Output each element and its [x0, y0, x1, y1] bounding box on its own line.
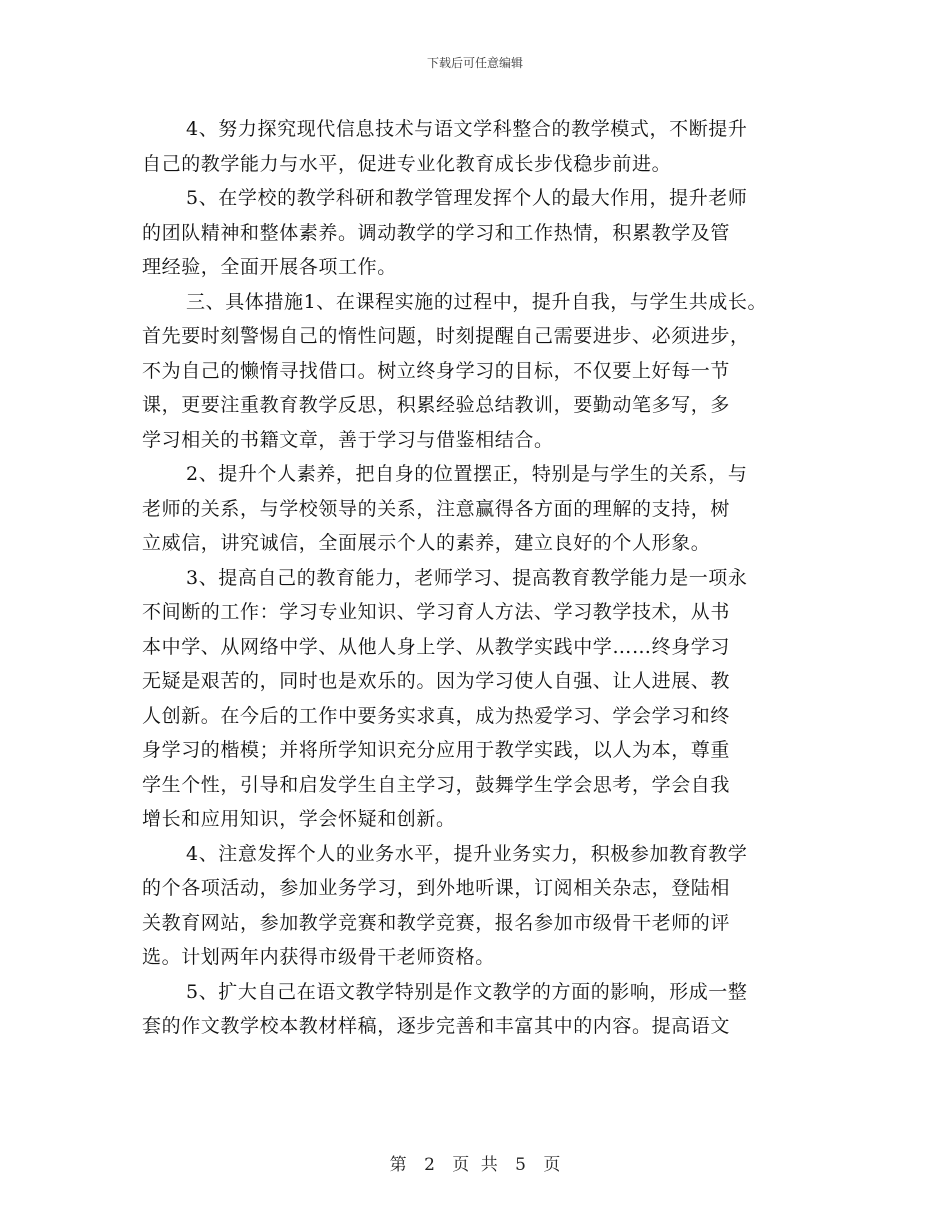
- text-line: 学习相关的书籍文章，善于学习与借鉴相结合。: [142, 428, 554, 451]
- text-line: 套的作文教学校本教材样稿，逐步完善和丰富其中的内容。提高语文: [142, 1015, 731, 1037]
- text-line: 选。计划两年内获得市级骨干老师资格。: [142, 946, 495, 968]
- text-line: 人创新。在今后的工作中要务实求真，成为热爱学习、学会学习和终: [142, 704, 731, 727]
- text-line: 无疑是艰苦的，同时也是欢乐的。因为学习使人自强、让人进展、教: [142, 670, 731, 692]
- text-line: 课，更要注重教育教学反思，积累经验总结教训，要勤动笔多写，多: [142, 394, 731, 416]
- text-line: 4、努力探究现代信息技术与语文学科整合的教学模式，不断提升: [186, 118, 748, 140]
- text-line: 增长和应用知识，学会怀疑和创新。: [142, 808, 456, 830]
- text-line: 5、扩大自己在语文教学特别是作文教学的方面的影响，形成一整: [186, 980, 748, 1003]
- paragraph-5: [142, 561, 822, 837]
- text-line: 的团队精神和整体素养。调动教学的学习和工作热情，积累教学及管: [142, 221, 731, 244]
- text-line: 不为自己的懒惰寻找借口。树立终身学习的目标，不仅要上好每一节: [142, 359, 731, 382]
- text-line: 学生个性，引导和启发学生自主学习，鼓舞学生学会思考，学会自我: [142, 773, 731, 796]
- text-line: 首先要时刻警惕自己的惰性问题，时刻提醒自己需要进步、必须进步，: [142, 325, 750, 347]
- text-line: 不间断的工作：学习专业知识、学习育人方法、学习教学技术，从书: [142, 601, 731, 623]
- text-line: 自己的教学能力与水平，促进专业化教育成长步伐稳步前进。: [142, 152, 672, 175]
- text-line: 5、在学校的教学科研和教学管理发挥个人的最大作用，提升老师: [186, 187, 748, 209]
- paragraph-4: [142, 457, 822, 561]
- text-line: 老师的关系，与学校领导的关系，注意赢得各方面的理解的支持，树: [142, 497, 731, 520]
- text-line: 4、注意发挥个人的业务水平，提升业务实力，积极参加教育教学: [186, 842, 748, 865]
- document-body: [142, 112, 822, 1044]
- current-page-number: 2: [424, 1155, 435, 1175]
- text-line: 关教育网站，参加教学竞赛和教学竞赛，报名参加市级骨干老师的评: [142, 911, 731, 934]
- paragraph-3: [142, 285, 822, 458]
- paragraph-6: [142, 837, 822, 975]
- total-page-count: 5: [515, 1155, 526, 1175]
- footer-suffix: 页: [543, 1155, 561, 1175]
- text-line: 理经验，全面开展各项工作。: [142, 256, 397, 278]
- text-line: 立威信，讲究诚信，全面展示个人的素养，建立良好的个人形象。: [142, 532, 711, 554]
- text-line: 2、提升个人素养，把自身的位置摆正，特别是与学生的关系，与: [186, 463, 748, 485]
- paragraph-7: [142, 975, 822, 1044]
- paragraph-1: [142, 112, 822, 181]
- page-number-footer: [0, 1150, 950, 1175]
- paragraph-2: [142, 181, 822, 285]
- text-line: 本中学、从网络中学、从他人身上学、从教学实践中学……终身学习: [142, 635, 731, 658]
- text-line: 三、具体措施1、在课程实施的过程中，提升自我，与学生共成长。: [186, 290, 768, 313]
- text-line: 的个各项活动，参加业务学习，到外地听课，订阅相关杂志，登陆相: [142, 877, 731, 899]
- page-header: 下载后可任意编辑: [426, 56, 523, 70]
- footer-prefix: 第: [389, 1155, 407, 1175]
- footer-middle: 页 共: [452, 1155, 498, 1175]
- text-line: 身学习的楷模；并将所学知识充分应用于教学实践，以人为本，尊重: [142, 739, 731, 761]
- text-line: 3、提高自己的教育能力，老师学习、提高教育教学能力是一项永: [186, 566, 748, 589]
